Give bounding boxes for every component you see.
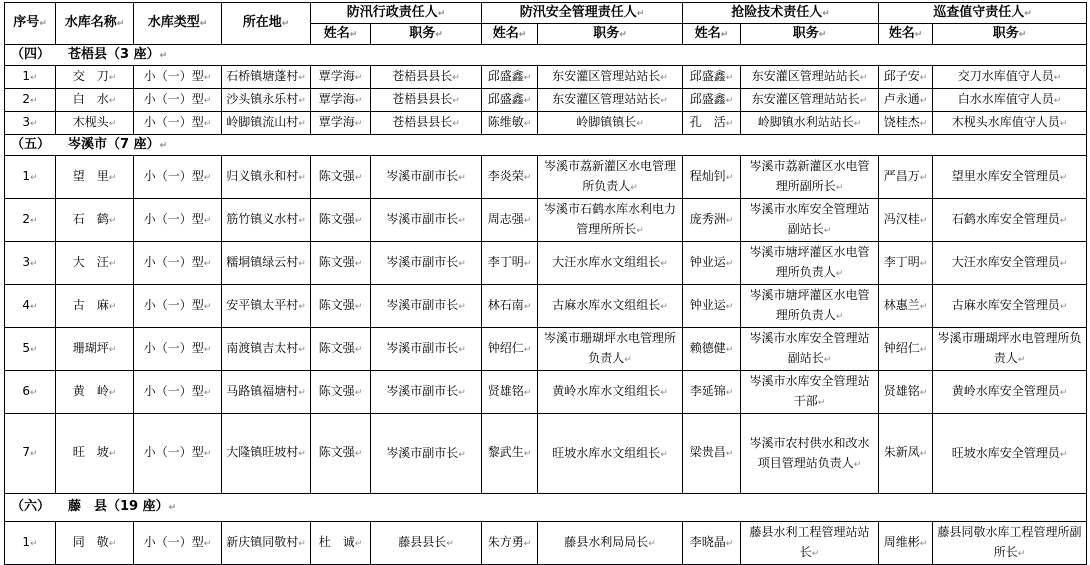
admin-duty-cell: 岑溪市副市长↵ xyxy=(371,328,482,371)
table-row xyxy=(5,285,1087,328)
header-row-1 xyxy=(5,3,1087,24)
seq-cell: 7↵ xyxy=(5,414,56,494)
reservoir-name-cell: 木枧头↵ xyxy=(56,112,134,135)
table-row xyxy=(5,414,1087,494)
seq-cell: 4↵ xyxy=(5,285,56,328)
patrol-name-cell: 严昌万↵ xyxy=(879,156,933,199)
safety-duty-cell: 黄岭水库水文组组长↵ xyxy=(538,371,683,414)
safety-name-cell: 陈维敏↵ xyxy=(482,112,538,135)
header-admin-duty: 职务↵ xyxy=(371,24,482,45)
rescue-name-cell: 程灿钊↵ xyxy=(683,156,741,199)
reservoir-name-cell: 白 水↵ xyxy=(56,89,134,112)
reservoir-type-cell: 小（一）型↵ xyxy=(134,285,222,328)
admin-name-cell: 陈文强↵ xyxy=(311,371,371,414)
table-row xyxy=(5,199,1087,242)
location-cell: 糯垌镇绿云村↵ xyxy=(222,242,311,285)
location-cell: 归义镇永和村↵ xyxy=(222,156,311,199)
section-index: （五） xyxy=(11,136,51,152)
header-location: 所在地↵ xyxy=(222,3,311,45)
admin-name-cell: 覃学海↵ xyxy=(311,112,371,135)
rescue-duty-cell: 岑溪市水库安全管理站干部↵ xyxy=(741,371,879,414)
admin-name-cell: 陈文强↵ xyxy=(311,414,371,494)
header-safety-duty: 职务↵ xyxy=(538,24,683,45)
seq-cell: 1↵ xyxy=(5,66,56,89)
admin-duty-cell: 藤县县长↵ xyxy=(371,522,482,565)
patrol-duty-cell: 木枧头水库值守人员↵ xyxy=(933,112,1087,135)
header-safety-responsible: 防汛安全管理责任人↵ xyxy=(482,3,683,24)
seq-cell: 2↵ xyxy=(5,199,56,242)
reservoir-name-cell: 同 敬↵ xyxy=(56,522,134,565)
header-patrol-duty: 职务↵ xyxy=(933,24,1087,45)
location-cell: 筋竹镇义水村↵ xyxy=(222,199,311,242)
rescue-name-cell: 庞秀洲↵ xyxy=(683,199,741,242)
seq-cell: 6↵ xyxy=(5,371,56,414)
patrol-name-cell: 李丁明↵ xyxy=(879,242,933,285)
location-cell: 新庆镇同敬村↵ xyxy=(222,522,311,565)
rescue-duty-cell: 东安灌区管理站站长↵ xyxy=(741,66,879,89)
reservoir-type-cell: 小（一）型↵ xyxy=(134,89,222,112)
rescue-name-cell: 李晓晶↵ xyxy=(683,522,741,565)
section-name: 岑溪市（7 座） xyxy=(68,136,160,152)
patrol-duty-cell: 旺坡水库安全管理员↵ xyxy=(933,414,1087,494)
admin-duty-cell: 岑溪市副市长↵ xyxy=(371,414,482,494)
patrol-duty-cell: 古麻水库安全管理员↵ xyxy=(933,285,1087,328)
table-row xyxy=(5,242,1087,285)
safety-name-cell: 邱盛鑫↵ xyxy=(482,66,538,89)
safety-name-cell: 贤雄铭↵ xyxy=(482,371,538,414)
rescue-name-cell: 孔 活↵ xyxy=(683,112,741,135)
header-seq: 序号↵ xyxy=(5,3,56,45)
patrol-name-cell: 林惠兰↵ xyxy=(879,285,933,328)
safety-duty-cell: 岑溪市荔新灌区水电管理所负责人↵ xyxy=(538,156,683,199)
reservoir-type-cell: 小（一）型↵ xyxy=(134,156,222,199)
table-row xyxy=(5,66,1087,89)
reservoir-name-cell: 古 麻↵ xyxy=(56,285,134,328)
safety-name-cell: 周志强↵ xyxy=(482,199,538,242)
reservoir-name-cell: 大 汪↵ xyxy=(56,242,134,285)
patrol-duty-cell: 藤县同敬水库工程管理所副所长↵ xyxy=(933,522,1087,565)
patrol-name-cell: 贤雄铭↵ xyxy=(879,371,933,414)
admin-duty-cell: 苍梧县县长↵ xyxy=(371,89,482,112)
header-patrol-name: 姓名↵ xyxy=(879,24,933,45)
rescue-duty-cell: 岑溪市水库安全管理站副站长↵ xyxy=(741,199,879,242)
location-cell: 南渡镇吉太村↵ xyxy=(222,328,311,371)
patrol-duty-cell: 大汪水库安全管理员↵ xyxy=(933,242,1087,285)
section-title: （四） 苍梧县（3 座）↵ xyxy=(5,45,1087,66)
section-title: （六） 藤 县（19 座）↵ xyxy=(5,494,1087,522)
table-row xyxy=(5,112,1087,135)
header-reservoir-name: 水库名称↵ xyxy=(56,3,134,45)
admin-name-cell: 杜 诚↵ xyxy=(311,522,371,565)
safety-name-cell: 李炎荣↵ xyxy=(482,156,538,199)
reservoir-type-cell: 小（一）型↵ xyxy=(134,522,222,565)
safety-duty-cell: 岭脚镇镇长↵ xyxy=(538,112,683,135)
admin-name-cell: 陈文强↵ xyxy=(311,242,371,285)
header-rescue-responsible: 抢险技术责任人↵ xyxy=(683,3,879,24)
header-reservoir-type: 水库类型↵ xyxy=(134,3,222,45)
reservoir-type-cell: 小（一）型↵ xyxy=(134,199,222,242)
patrol-duty-cell: 黄岭水库安全管理员↵ xyxy=(933,371,1087,414)
seq-cell: 1↵ xyxy=(5,522,56,565)
patrol-name-cell: 邱子安↵ xyxy=(879,66,933,89)
rescue-duty-cell: 岑溪市塘坪灌区水电管理所负责人↵ xyxy=(741,285,879,328)
patrol-duty-cell: 岑溪市珊瑚坪水电管理所负责人↵ xyxy=(933,328,1087,371)
patrol-name-cell: 钟绍仁↵ xyxy=(879,328,933,371)
section-index: （六） xyxy=(11,499,51,514)
location-cell: 石桥镇塘蓬村↵ xyxy=(222,66,311,89)
safety-duty-cell: 东安灌区管理站站长↵ xyxy=(538,89,683,112)
table-row xyxy=(5,522,1087,565)
patrol-duty-cell: 白水水库值守人员↵ xyxy=(933,89,1087,112)
safety-name-cell: 钟绍仁↵ xyxy=(482,328,538,371)
rescue-duty-cell: 岑溪市农村供水和改水项目管理站负责人↵ xyxy=(741,414,879,494)
safety-duty-cell: 古麻水库水文组组长↵ xyxy=(538,285,683,328)
admin-name-cell: 覃学海↵ xyxy=(311,66,371,89)
location-cell: 马路镇福塘村↵ xyxy=(222,371,311,414)
header-admin-name: 姓名↵ xyxy=(311,24,371,45)
seq-cell: 3↵ xyxy=(5,242,56,285)
patrol-name-cell: 朱新凤↵ xyxy=(879,414,933,494)
reservoir-name-cell: 望 里↵ xyxy=(56,156,134,199)
rescue-name-cell: 钟业运↵ xyxy=(683,242,741,285)
safety-duty-cell: 岑溪市石鹤水库水利电力管理所所长↵ xyxy=(538,199,683,242)
admin-duty-cell: 苍梧县县长↵ xyxy=(371,112,482,135)
safety-duty-cell: 岑溪市珊瑚坪水电管理所负责人↵ xyxy=(538,328,683,371)
safety-duty-cell: 藤县水利局局长↵ xyxy=(538,522,683,565)
reservoir-name-cell: 珊瑚坪↵ xyxy=(56,328,134,371)
seq-cell: 1↵ xyxy=(5,156,56,199)
admin-name-cell: 陈文强↵ xyxy=(311,328,371,371)
admin-duty-cell: 岑溪市副市长↵ xyxy=(371,285,482,328)
header-admin-responsible: 防汛行政责任人↵ xyxy=(311,3,482,24)
rescue-duty-cell: 岑溪市塘坪灌区水电管理所负责人↵ xyxy=(741,242,879,285)
rescue-duty-cell: 东安灌区管理站站长↵ xyxy=(741,89,879,112)
section-header-row xyxy=(5,494,1087,522)
section-name: 藤 县（19 座） xyxy=(68,499,169,514)
seq-cell: 5↵ xyxy=(5,328,56,371)
reservoir-type-cell: 小（一）型↵ xyxy=(134,66,222,89)
header-rescue-name: 姓名↵ xyxy=(683,24,741,45)
patrol-name-cell: 周维彬↵ xyxy=(879,522,933,565)
location-cell: 大隆镇旺坡村↵ xyxy=(222,414,311,494)
rescue-duty-cell: 岑溪市水库安全管理站副站长↵ xyxy=(741,328,879,371)
admin-duty-cell: 岑溪市副市长↵ xyxy=(371,156,482,199)
reservoir-responsibility-table xyxy=(4,2,1087,565)
location-cell: 安平镇太平村↵ xyxy=(222,285,311,328)
seq-cell: 2↵ xyxy=(5,89,56,112)
safety-name-cell: 李丁明↵ xyxy=(482,242,538,285)
reservoir-type-cell: 小（一）型↵ xyxy=(134,414,222,494)
patrol-name-cell: 饶桂杰↵ xyxy=(879,112,933,135)
admin-duty-cell: 苍梧县县长↵ xyxy=(371,66,482,89)
reservoir-type-cell: 小（一）型↵ xyxy=(134,242,222,285)
rescue-name-cell: 梁贵昌↵ xyxy=(683,414,741,494)
rescue-name-cell: 李延锦↵ xyxy=(683,371,741,414)
reservoir-type-cell: 小（一）型↵ xyxy=(134,112,222,135)
location-cell: 沙头镇永乐村↵ xyxy=(222,89,311,112)
rescue-name-cell: 赖德健↵ xyxy=(683,328,741,371)
table-row xyxy=(5,89,1087,112)
header-patrol-responsible: 巡查值守责任人↵ xyxy=(879,3,1087,24)
safety-duty-cell: 东安灌区管理站站长↵ xyxy=(538,66,683,89)
admin-name-cell: 陈文强↵ xyxy=(311,285,371,328)
safety-duty-cell: 旺坡水库水文组组长↵ xyxy=(538,414,683,494)
patrol-duty-cell: 交刀水库值守人员↵ xyxy=(933,66,1087,89)
admin-duty-cell: 岑溪市副市长↵ xyxy=(371,199,482,242)
reservoir-name-cell: 石 鹤↵ xyxy=(56,199,134,242)
table-row xyxy=(5,371,1087,414)
seq-cell: 3↵ xyxy=(5,112,56,135)
admin-name-cell: 陈文强↵ xyxy=(311,156,371,199)
section-name: 苍梧县（3 座） xyxy=(68,46,160,62)
safety-name-cell: 黎武生↵ xyxy=(482,414,538,494)
reservoir-type-cell: 小（一）型↵ xyxy=(134,328,222,371)
admin-duty-cell: 岑溪市副市长↵ xyxy=(371,242,482,285)
patrol-name-cell: 冯汉桂↵ xyxy=(879,199,933,242)
section-header-row xyxy=(5,135,1087,156)
section-index: （四） xyxy=(11,46,51,62)
table-row xyxy=(5,328,1087,371)
safety-duty-cell: 大汪水库水文组组长↵ xyxy=(538,242,683,285)
section-header-row xyxy=(5,45,1087,66)
rescue-name-cell: 邱盛鑫↵ xyxy=(683,89,741,112)
rescue-duty-cell: 岑溪市荔新灌区水电管理所副所长↵ xyxy=(741,156,879,199)
rescue-name-cell: 钟业运↵ xyxy=(683,285,741,328)
rescue-duty-cell: 藤县水利工程管理站站长↵ xyxy=(741,522,879,565)
safety-name-cell: 邱盛鑫↵ xyxy=(482,89,538,112)
safety-name-cell: 林石南↵ xyxy=(482,285,538,328)
patrol-name-cell: 卢永通↵ xyxy=(879,89,933,112)
reservoir-name-cell: 黄 岭↵ xyxy=(56,371,134,414)
reservoir-name-cell: 旺 坡↵ xyxy=(56,414,134,494)
table-row xyxy=(5,156,1087,199)
rescue-name-cell: 邱盛鑫↵ xyxy=(683,66,741,89)
header-safety-name: 姓名↵ xyxy=(482,24,538,45)
section-title: （五） 岑溪市（7 座）↵ xyxy=(5,135,1087,156)
location-cell: 岭脚镇流山村↵ xyxy=(222,112,311,135)
reservoir-name-cell: 交 刀↵ xyxy=(56,66,134,89)
admin-name-cell: 覃学海↵ xyxy=(311,89,371,112)
admin-duty-cell: 岑溪市副市长↵ xyxy=(371,371,482,414)
safety-name-cell: 朱方勇↵ xyxy=(482,522,538,565)
reservoir-type-cell: 小（一）型↵ xyxy=(134,371,222,414)
rescue-duty-cell: 岭脚镇水利站站长↵ xyxy=(741,112,879,135)
patrol-duty-cell: 望里水库安全管理员↵ xyxy=(933,156,1087,199)
patrol-duty-cell: 石鹤水库安全管理员↵ xyxy=(933,199,1087,242)
admin-name-cell: 陈文强↵ xyxy=(311,199,371,242)
header-rescue-duty: 职务↵ xyxy=(741,24,879,45)
